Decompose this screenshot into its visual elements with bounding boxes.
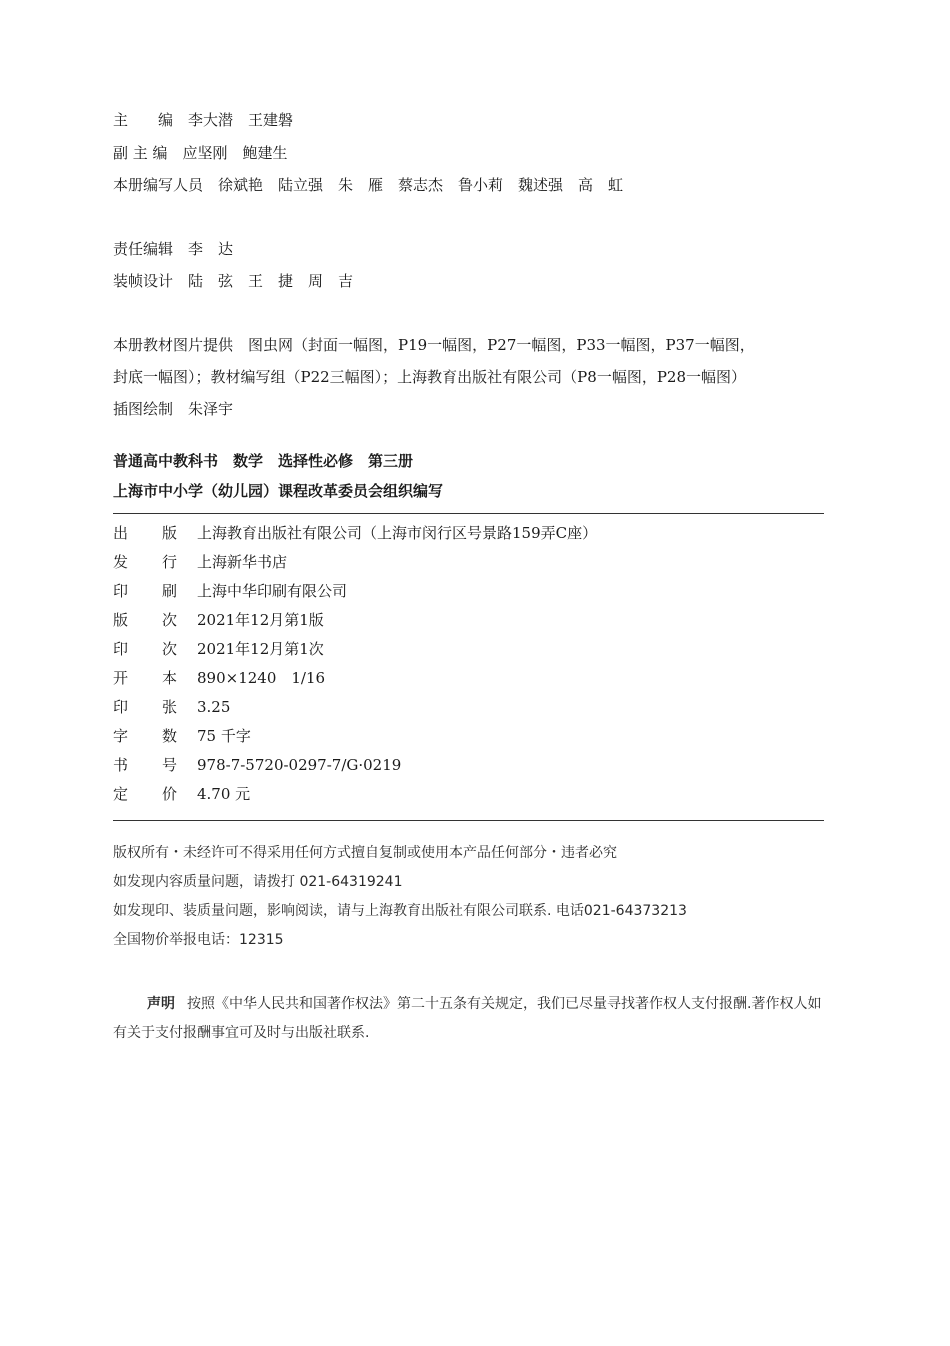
bottom-rule <box>113 820 824 821</box>
chief-editor-line: 主 编 李大潜 王建磐 <box>113 111 294 129</box>
pub-value: 上海教育出版社有限公司（上海市闵行区号景路159弄C座） <box>197 524 598 542</box>
pub-value: 4.70 元 <box>197 785 251 803</box>
pub-key-2: 行 <box>162 553 178 571</box>
pub-value: 2021年12月第1版 <box>197 611 324 629</box>
pub-key-1: 书 <box>113 756 129 774</box>
pub-value: 上海新华书店 <box>197 553 288 571</box>
pub-key-1: 字 <box>113 727 129 745</box>
pub-key-1: 定 <box>113 785 129 803</box>
image-credits-line-1: 本册教材图片提供 图虫网（封面一幅图，P19一幅图，P27一幅图，P33一幅图，P37一幅图， <box>113 336 755 354</box>
price-report-notice: 全国物价举报电话：12315 <box>113 932 284 948</box>
pub-key-1: 印 <box>113 582 129 600</box>
pub-key-2: 版 <box>162 524 178 542</box>
binding-design-line: 装帧设计 陆 弦 王 捷 周 吉 <box>113 272 354 290</box>
book-title: 普通高中教科书 数学 选择性必修 第三册 <box>113 452 414 470</box>
pub-key-2: 次 <box>162 640 178 658</box>
pub-value: 3.25 <box>197 698 231 716</box>
pub-key-2: 刷 <box>162 582 178 600</box>
pub-key-1: 印 <box>113 640 129 658</box>
deputy-editor-line: 副 主 编 应坚刚 鲍建生 <box>113 144 288 162</box>
pub-value: 上海中华印刷有限公司 <box>197 582 348 600</box>
top-rule <box>113 513 824 514</box>
book-compiler: 上海市中小学（幼儿园）课程改革委员会组织编写 <box>113 482 444 500</box>
pub-value: 75 千字 <box>197 727 251 745</box>
pub-key-2: 价 <box>162 785 178 803</box>
pub-value: 978-7-5720-0297-7/G·0219 <box>197 756 402 774</box>
pub-value: 2021年12月第1次 <box>197 640 324 658</box>
illustration-line: 插图绘制 朱泽宇 <box>113 400 234 418</box>
pub-key-1: 版 <box>113 611 129 629</box>
pub-key-1: 开 <box>113 669 129 687</box>
declaration-label: 声明 <box>147 996 175 1012</box>
image-credits-line-2: 封底一幅图）；教材编写组（P22三幅图）；上海教育出版社有限公司（P8一幅图，P28一幅图） <box>113 368 746 386</box>
print-issue-notice: 如发现印、装质量问题，影响阅读，请与上海教育出版社有限公司联系. 电话021-64373213 <box>113 903 687 919</box>
copyright-notice: 版权所有・未经许可不得采用任何方式擅自复制或使用本产品任何部分・违者必究 <box>113 845 617 861</box>
pub-key-1: 出 <box>113 524 129 542</box>
responsible-editor-line: 责任编辑 李 达 <box>113 240 234 258</box>
content-issue-notice: 如发现内容质量问题，请拨打 021-64319241 <box>113 874 403 890</box>
pub-key-2: 号 <box>162 756 178 774</box>
pub-key-2: 本 <box>162 669 178 687</box>
pub-key-2: 张 <box>162 698 178 716</box>
writers-line: 本册编写人员 徐斌艳 陆立强 朱 雁 蔡志杰 鲁小莉 魏述强 高 虹 <box>113 176 624 194</box>
declaration <box>113 990 824 1048</box>
pub-key-2: 数 <box>162 727 178 745</box>
pub-key-1: 印 <box>113 698 129 716</box>
declaration-text: 按照《中华人民共和国著作权法》第二十五条有关规定，我们已尽量寻找著作权人支付报酬.著作权人如有关于支付报酬事宜可及时与出版社联系. <box>113 996 822 1041</box>
pub-key-2: 次 <box>162 611 178 629</box>
pub-key-1: 发 <box>113 553 129 571</box>
pub-value: 890×1240 1/16 <box>197 669 326 687</box>
